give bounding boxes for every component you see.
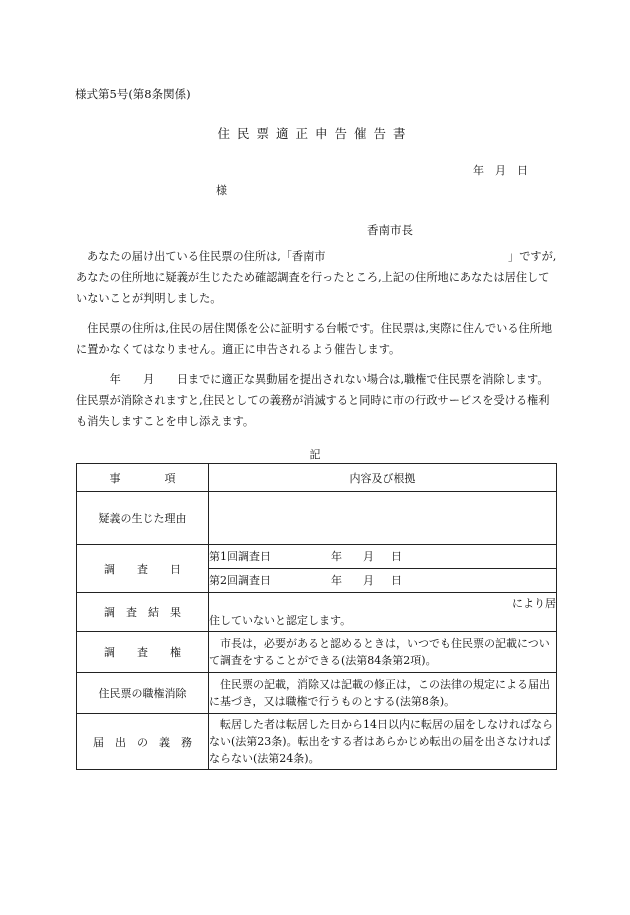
deletion-label: 住民票の職権消除 [77, 673, 209, 714]
survey-2-day: 日 [391, 574, 402, 587]
survey-2-year: 年 [331, 574, 342, 587]
ki-heading: 記 [309, 448, 321, 461]
survey-1-month: 月 [363, 550, 374, 563]
table-row [77, 673, 557, 714]
paragraph-1-line-1 [76, 246, 556, 267]
doubt-reason-value [209, 492, 557, 545]
doubt-reason-label: 疑義の生じた理由 [77, 492, 209, 545]
survey-2-month: 月 [363, 574, 374, 587]
duty-text: 転居した者は転居した日から14日以内に転居の届をしなければならない(法第23条)。転出をする者はあらかじめ転出の届を出さなければならない(法第24条)。 [209, 714, 557, 770]
survey-1-label: 第1回調査日 [209, 550, 271, 563]
table-row [77, 593, 557, 632]
authority-label: 調 査 権 [77, 632, 209, 673]
paragraph-3: 年 月 日までに適正な異動届を提出されない場合は,職権で住民票を消除します。住民票が消除されますと,住民としての義務が消滅すると同時に市の行政サービスを受ける権利も消失しますことを申し添えます。 [76, 373, 550, 428]
survey-1-year: 年 [331, 550, 342, 563]
result-line-1: により居 [512, 597, 556, 610]
table-row [77, 714, 557, 770]
paragraph-2: 住民票の住所は,住民の居住関係を公に証明する台帳です。住民票は,実際に住んでいる住所地に置かなくてはなりません。適正に申告されるよう催告します。 [76, 322, 553, 356]
addressee-suffix: 様 [216, 184, 227, 197]
duty-label: 届 出 の 義 務 [77, 714, 209, 770]
issuer: 香南市長 [367, 223, 413, 237]
survey-1-cell [209, 545, 557, 569]
table-header-row [77, 464, 557, 492]
details-table [76, 463, 557, 770]
survey-1-day: 日 [391, 550, 402, 563]
document-title: 住民票適正申告催告書 [217, 126, 413, 141]
result-line-2: 住していないと認定します。 [209, 614, 352, 627]
paragraph-1-head: あなたの届け出ている住民票の住所は,「香南市 [87, 250, 326, 263]
table-row [77, 545, 557, 569]
paragraph-1-tail: 」ですが, [508, 250, 557, 263]
date-line: 年 月 日 [473, 164, 528, 177]
table-row [77, 492, 557, 545]
result-label: 調 査 結 果 [77, 593, 209, 632]
survey-2-label: 第2回調査日 [209, 574, 271, 587]
authority-text: 市長は，必要があると認めるときは，いつでも住民票の記載について調査をすることができる(法第84条第2項)。 [209, 632, 557, 673]
table-row [77, 632, 557, 673]
header-left: 事 項 [77, 464, 209, 492]
paragraph-1-rest: あなたの住所地に疑義が生じたため確認調査を行ったところ,上記の住所地にあなたは居住していないことが判明しました。 [76, 271, 550, 305]
survey-2-cell [209, 569, 557, 593]
form-number: 様式第5号(第8条関係) [75, 87, 191, 101]
result-cell [209, 593, 557, 632]
header-right: 内容及び根拠 [209, 464, 557, 492]
survey-date-label: 調 査 日 [77, 545, 209, 593]
deletion-text: 住民票の記載，消除又は記載の修正は，この法律の規定による届出に基づき，又は職権で行うものとする(法第8条)。 [209, 673, 557, 714]
paragraph-1 [76, 246, 556, 309]
